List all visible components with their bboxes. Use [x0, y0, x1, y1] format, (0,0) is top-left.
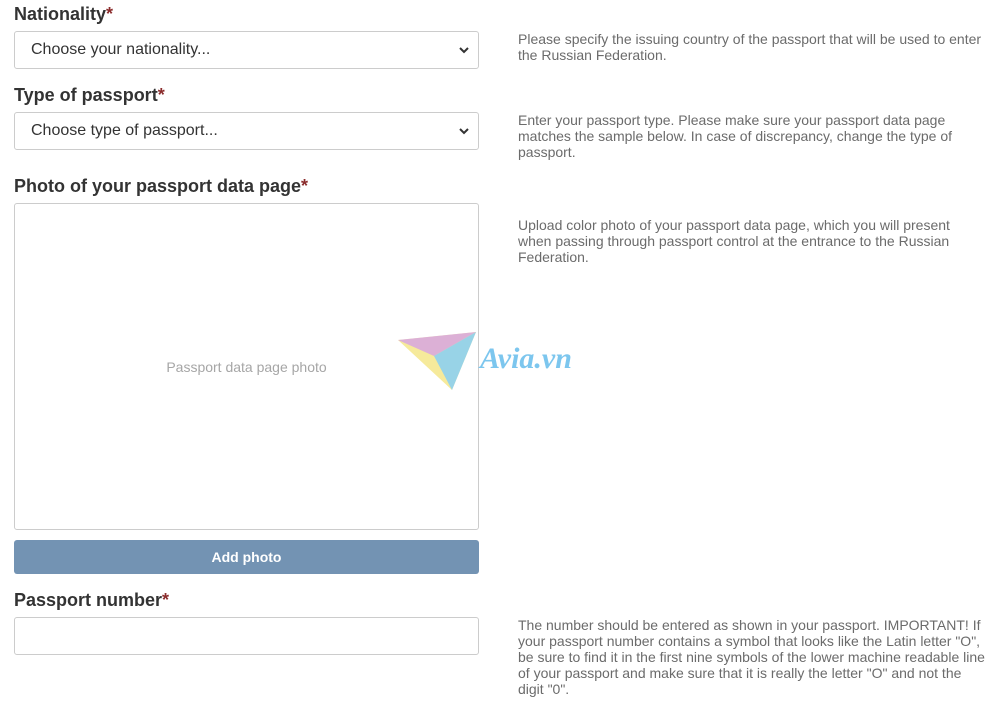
passport-number-label — [14, 590, 169, 611]
required-asterisk: * — [106, 4, 114, 24]
passport-number-hint: The number should be entered as shown in your passport. IMPORTANT! If your passport number contains a symbol that looks like the Latin letter "O", be sure to find it in the first nine symbols of the lower machine readable line of your passport and make sure that it is really the letter "O" and not the digit "0". — [518, 617, 985, 697]
avia-vn-watermark — [398, 328, 588, 398]
photo-label — [14, 176, 308, 197]
add-photo-button[interactable]: Add photo — [14, 540, 479, 574]
chevron-down-icon — [458, 125, 470, 137]
passport-type-hint: Enter your passport type. Please make sure your passport data page matches the sample below. In case of discrepancy, change the type of passport. — [518, 112, 952, 160]
nationality-label-text: Nationality — [14, 4, 107, 24]
nationality-select-value: Choose your nationality... — [31, 41, 211, 58]
paper-plane-logo-icon — [398, 332, 476, 390]
nationality-hint: Please specify the issuing country of the passport that will be used to enter the Russian Federation. — [518, 31, 982, 63]
passport-type-label-text: Type of passport — [14, 85, 158, 105]
passport-number-label-text: Passport number — [14, 590, 163, 610]
passport-type-select-value: Choose type of passport... — [31, 122, 218, 139]
photo-placeholder-text: Passport data page photo — [166, 359, 327, 375]
photo-label-text: Photo of your passport data page — [14, 176, 302, 196]
nationality-select[interactable] — [14, 31, 479, 69]
required-asterisk: * — [162, 590, 170, 610]
chevron-down-icon — [458, 44, 470, 56]
photo-hint: Upload color photo of your passport data page, which you will present when passing through passport control at the entrance to the Russian Federation. — [518, 217, 950, 265]
nationality-label — [14, 4, 113, 25]
required-asterisk: * — [301, 176, 309, 196]
passport-type-select[interactable] — [14, 112, 479, 150]
required-asterisk: * — [157, 85, 165, 105]
watermark-text: Avia.vn — [480, 342, 572, 375]
passport-type-label — [14, 85, 165, 106]
passport-number-input[interactable] — [14, 617, 479, 655]
